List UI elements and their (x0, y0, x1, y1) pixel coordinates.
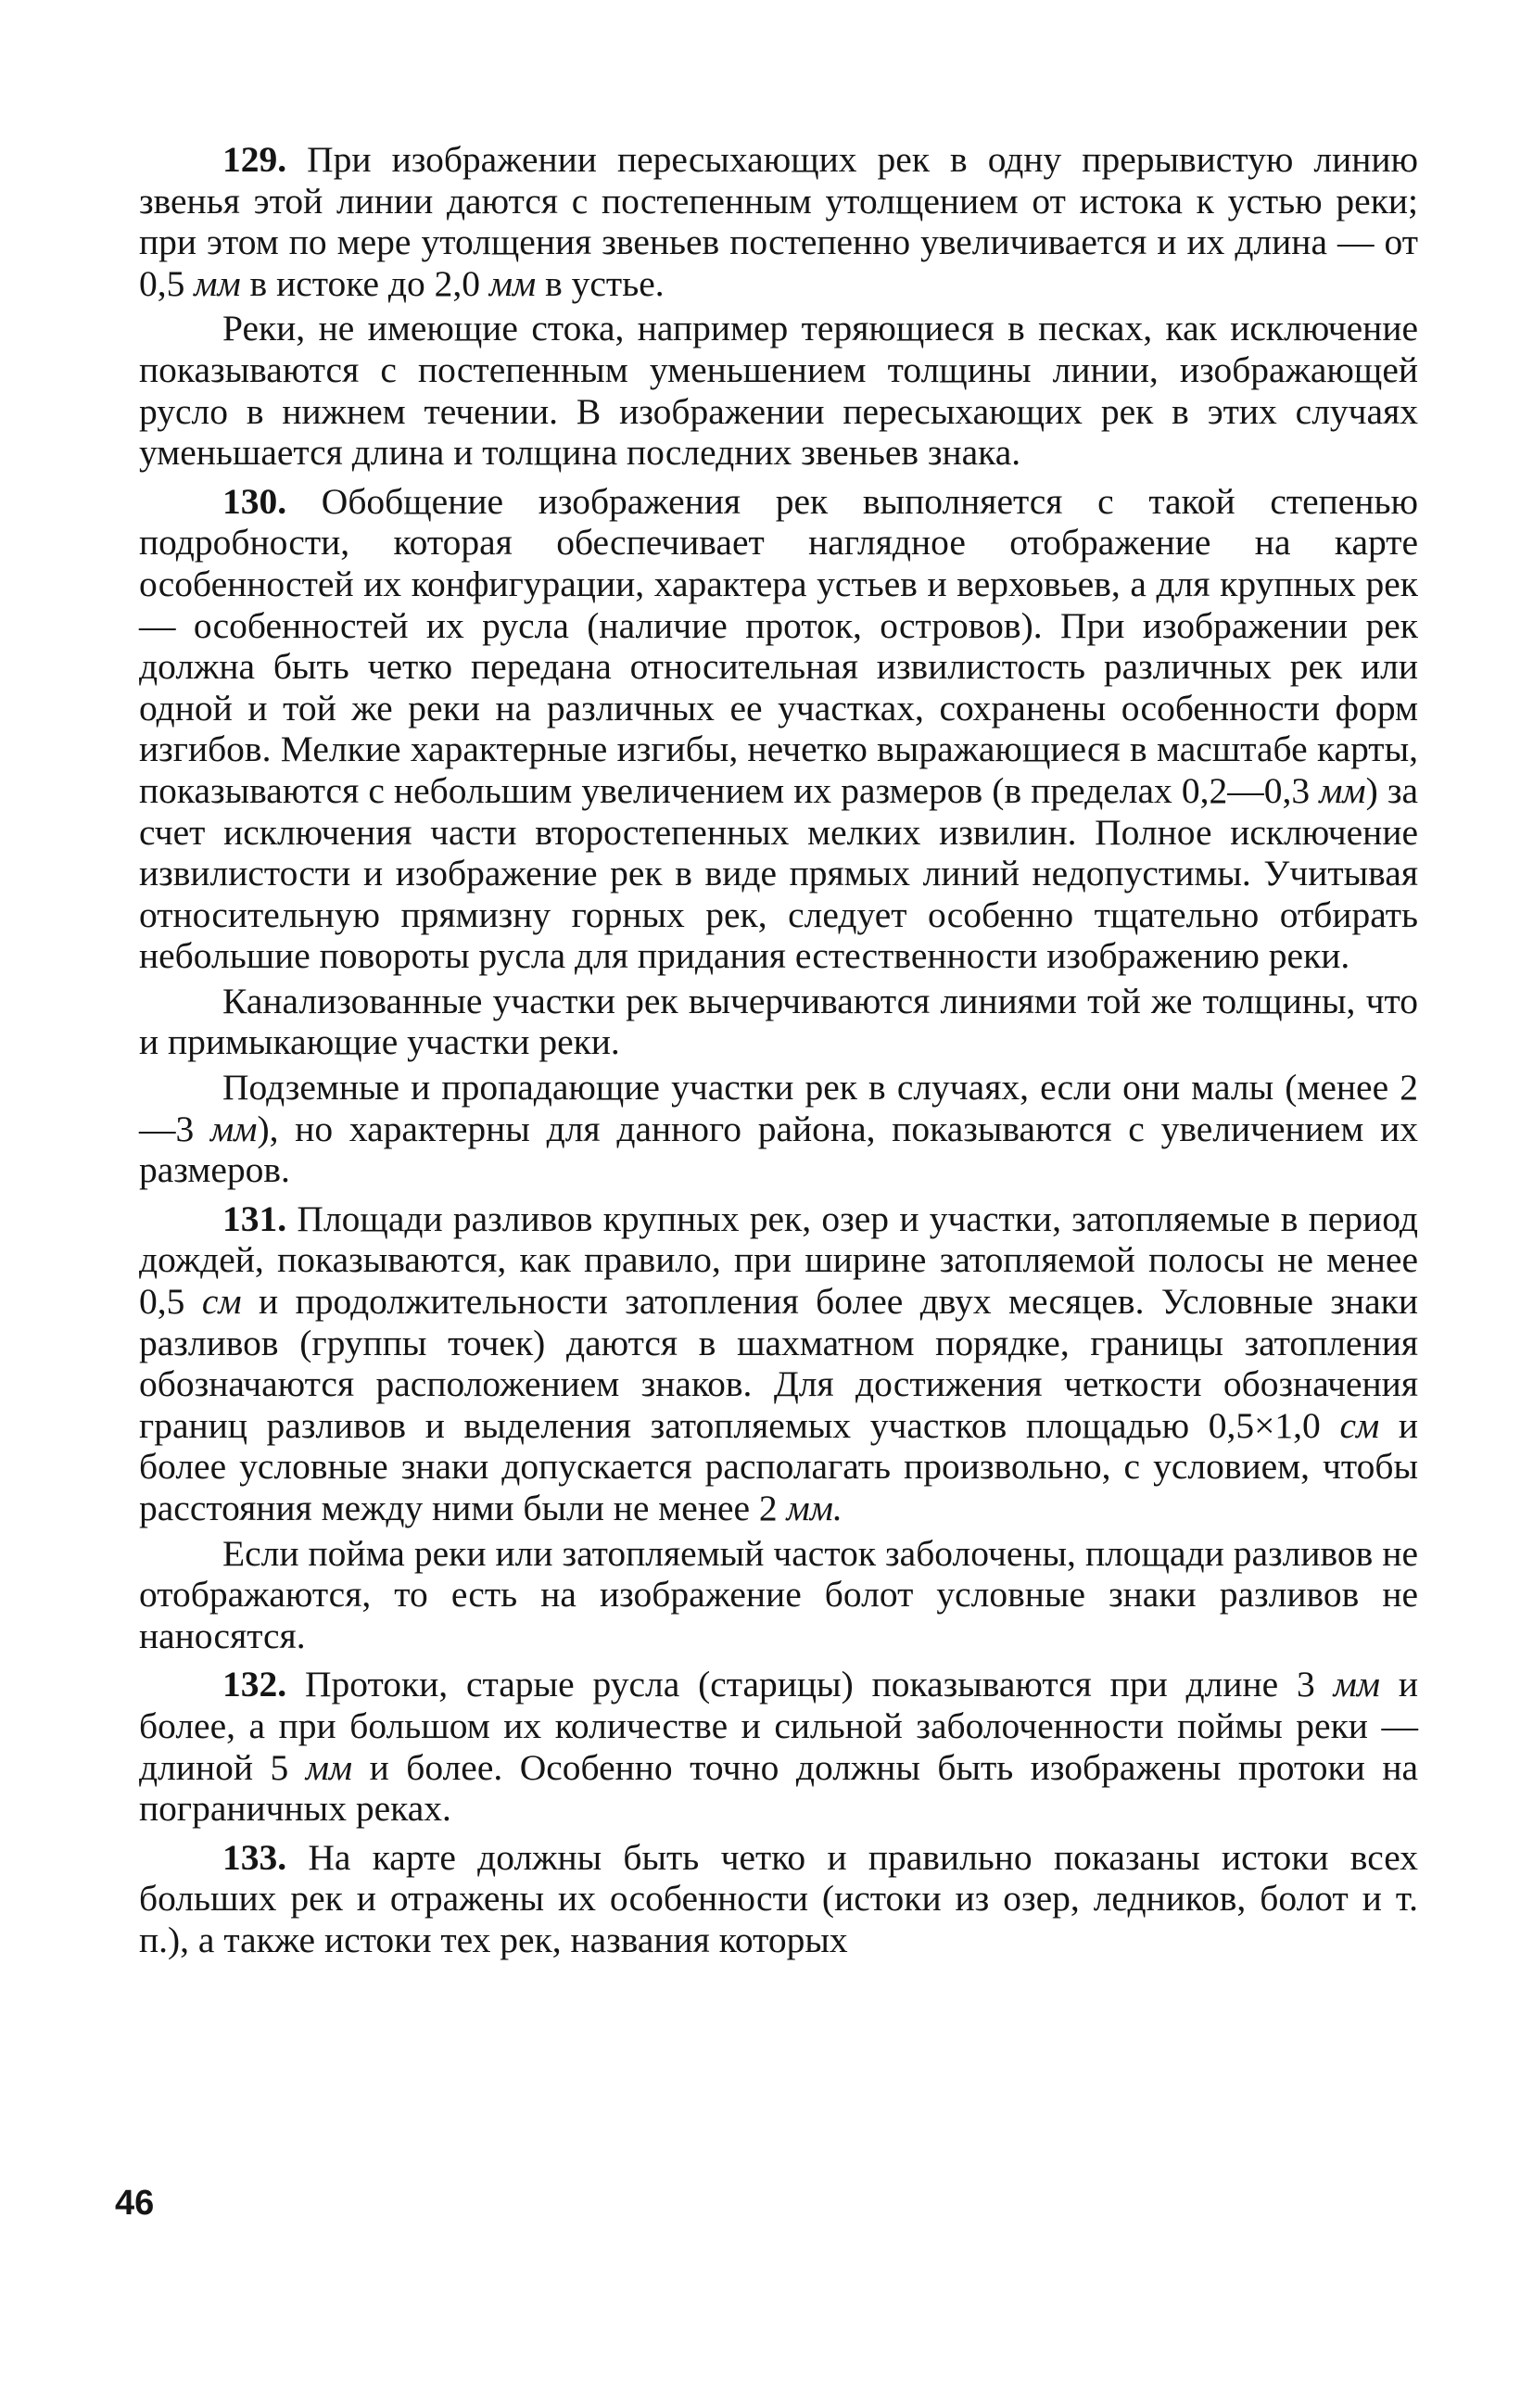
numbered-paragraph (139, 481, 1418, 977)
paragraph-number: 129. (222, 139, 287, 180)
paragraph (139, 308, 1418, 473)
unit-text: мм (305, 1746, 353, 1788)
paragraph-text: Протоки, старые русла (старицы) показываются при длине 3 (286, 1664, 1334, 1705)
paragraph-text: и более условные знаки допускается располагать произвольно, с условием, чтобы расстояния между ними были не менее 2 (139, 1404, 1418, 1528)
unit-text: см (201, 1281, 242, 1323)
paragraph-text: ) за счет исключения части второстепенных мелких извилин. Полное исключение извилистости и изображение рек в виде прямых линий недопустимы. Учитывая относительную прямизну горных рек, следует особенно тщательно отбирать небольшие повороты русла для придания естественности изображению реки. (139, 769, 1418, 977)
paragraph-number: 133. (222, 1836, 287, 1878)
paragraph-text: Обобщение изображения рек выполняется с такой степенью подробности, которая обеспечивает наглядное отображение на карте особенностей их конфигурации, характера устьев и верховьев, а для крупных рек — особенностей их русла (наличие проток, островов). При изображении рек должна быть четко передана относительная извилистость различных рек или одной и той же реки на различных ее участках, сохранены особенности форм изгибов. Мелкие характерные изгибы, нечетко выражающиеся в масштабе карты, показываются с небольшим увеличением их размеров (в пределах 0,2—0,3 (139, 480, 1418, 811)
paragraph-text: При изображении пересыхающих рек в одну прерывистую линию звенья этой линии даются с постепенным утолщением от истока к устью реки; при этом по мере утолщения звеньев постепенно увеличивается и их длина — от 0,5 (139, 139, 1418, 304)
paragraph-text: На карте должны быть четко и правильно показаны истоки всех больших рек и отражены их особенности (истоки из озер, ледников, болот и т. п.), а также истоки тех рек, названия которых (139, 1836, 1418, 1960)
paragraph (139, 981, 1418, 1063)
paragraph-text: ), но характерны для данного района, показываются с увеличением их размеров. (139, 1108, 1418, 1191)
numbered-paragraph (139, 1837, 1418, 1961)
unit-text: см (1339, 1404, 1380, 1446)
unit-text: мм (1333, 1664, 1381, 1705)
unit-text: мм (210, 1108, 258, 1149)
paragraph-text: и более. Особенно точно должны быть изображены протоки на пограничных реках. (139, 1746, 1418, 1830)
numbered-paragraph (139, 1664, 1418, 1829)
paragraph-text: Реки, не имеющие стока, например теряющиеся в песках, как исключение показываются с постепенным уменьшением толщины линии, изображающей русло в нижнем течении. В изображении пересыхающих рек в этих случаях уменьшается длина и толщина последних звеньев знака. (139, 308, 1418, 474)
paragraph-number: 132. (222, 1664, 287, 1705)
paragraph (139, 1533, 1418, 1657)
paragraph-text: Канализованные участки рек вычерчиваются линиями той же толщины, что и примыкающие участки реки. (139, 980, 1418, 1063)
paragraph-number: 131. (222, 1198, 287, 1239)
unit-text: мм (194, 262, 241, 304)
paragraph (139, 1067, 1418, 1191)
paragraph-text: и более, а при большом их количестве и сильной заболоченности поймы реки — длиной 5 (139, 1664, 1418, 1788)
paragraph-number: 130. (222, 480, 287, 522)
paragraph-text: Подземные и пропадающие участки рек в случаях, если они малы (менее 2—3 (139, 1067, 1418, 1149)
numbered-paragraph (139, 1198, 1418, 1529)
paragraph-text: и продолжительности затопления более двух месяцев. Условные знаки разливов (группы точек) даются в шахматном порядке, границы затопления обозначаются расположением знаков. Для достижения четкости обозначения границ разливов и выделения затопляемых участков площадью 0,5×1,0 (139, 1281, 1418, 1446)
paragraph-text: в истоке до 2,0 (240, 262, 489, 304)
unit-text: мм. (786, 1488, 843, 1528)
paragraph-text: Если пойма реки или затопляемый часток заболочены, площади разливов не отображаются, то есть на изображение болот условные знаки разливов не наносятся. (139, 1532, 1418, 1656)
unit-text: мм (488, 262, 537, 304)
unit-text: мм (1319, 769, 1366, 811)
paragraph-text: в устье. (536, 262, 665, 304)
page-body (139, 139, 1418, 1965)
numbered-paragraph (139, 139, 1418, 304)
page-number: 46 (115, 2184, 155, 2223)
paragraph-text: Площади разливов крупных рек, озер и участки, затопляемые в период дождей, показываются, как правило, при ширине затопляемой полосы не менее 0,5 (139, 1198, 1418, 1323)
